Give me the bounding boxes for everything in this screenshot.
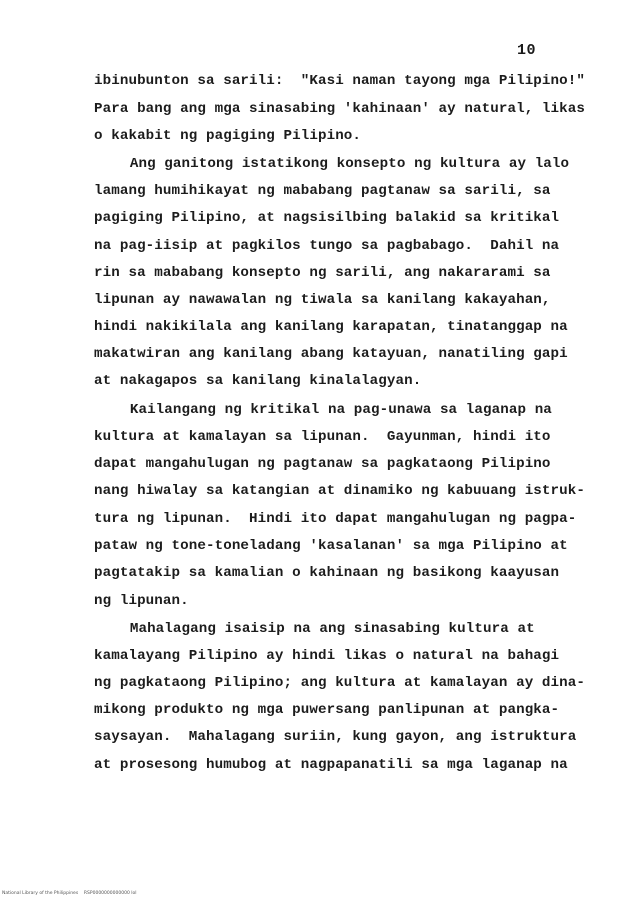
scan-footer: National Library of the Philippines RSP0000000000000 lol: [2, 891, 137, 896]
text-line: ng lipunan.: [94, 593, 189, 609]
text-line: at nakagapos sa kanilang kinalalagyan.: [94, 373, 422, 389]
text-line: hindi nakikilala ang kanilang karapatan, tinatanggap na: [94, 319, 568, 335]
text-line: kamalayang Pilipino ay hindi likas o natural na bahagi: [94, 648, 560, 664]
text-line: tura ng lipunan. Hindi ito dapat mangahulugan ng pagpa-: [94, 511, 577, 527]
text-line: Kailangang ng kritikal na pag-unawa sa laganap na: [104, 402, 552, 418]
text-line: na pag-iisip at pagkilos tungo sa pagbabago. Dahil na: [94, 238, 560, 254]
text-line: saysayan. Mahalagang suriin, kung gayon, ang istruktura: [94, 729, 577, 745]
text-line: o kakabit ng pagiging Pilipino.: [94, 128, 362, 144]
text-line: ibinubunton sa sarili: "Kasi naman tayong mga Pilipino!": [94, 73, 585, 89]
text-line: ng pagkataong Pilipino; ang kultura at kamalayan ay dina-: [94, 675, 585, 691]
text-line: Ang ganitong istatikong konsepto ng kultura ay lalo: [104, 156, 570, 172]
text-line: pagiging Pilipino, at nagsisilbing balakid sa kritikal: [94, 210, 560, 226]
text-line: Para bang ang mga sinasabing 'kahinaan' ay natural, likas: [94, 101, 585, 117]
text-line: lipunan ay nawawalan ng tiwala sa kanilang kakayahan,: [94, 292, 551, 308]
text-line: dapat mangahulugan ng pagtanaw sa pagkataong Pilipino: [94, 456, 551, 472]
text-line: mikong produkto ng mga puwersang panlipunan at pangka-: [94, 702, 560, 718]
text-line: lamang humihikayat ng mababang pagtanaw sa sarili, sa: [94, 183, 551, 199]
page-number: 10: [517, 42, 537, 59]
text-line: at prosesong humubog at nagpapanatili sa mga laganap na: [94, 757, 568, 773]
text-line: kultura at kamalayan sa lipunan. Gayunman, hindi ito: [94, 429, 551, 445]
text-line: pagtatakip sa kamalian o kahinaan ng basikong kaayusan: [94, 565, 560, 581]
text-line: makatwiran ang kanilang abang katayuan, nanatiling gapi: [94, 346, 568, 362]
text-line: nang hiwalay sa katangian at dinamiko ng kabuuang istruk-: [94, 483, 585, 499]
text-line: pataw ng tone-toneladang 'kasalanan' sa mga Pilipino at: [94, 538, 568, 554]
text-line: rin sa mababang konsepto ng sarili, ang nakararami sa: [94, 265, 551, 281]
text-line: Mahalagang isaisip na ang sinasabing kultura at: [104, 621, 535, 637]
